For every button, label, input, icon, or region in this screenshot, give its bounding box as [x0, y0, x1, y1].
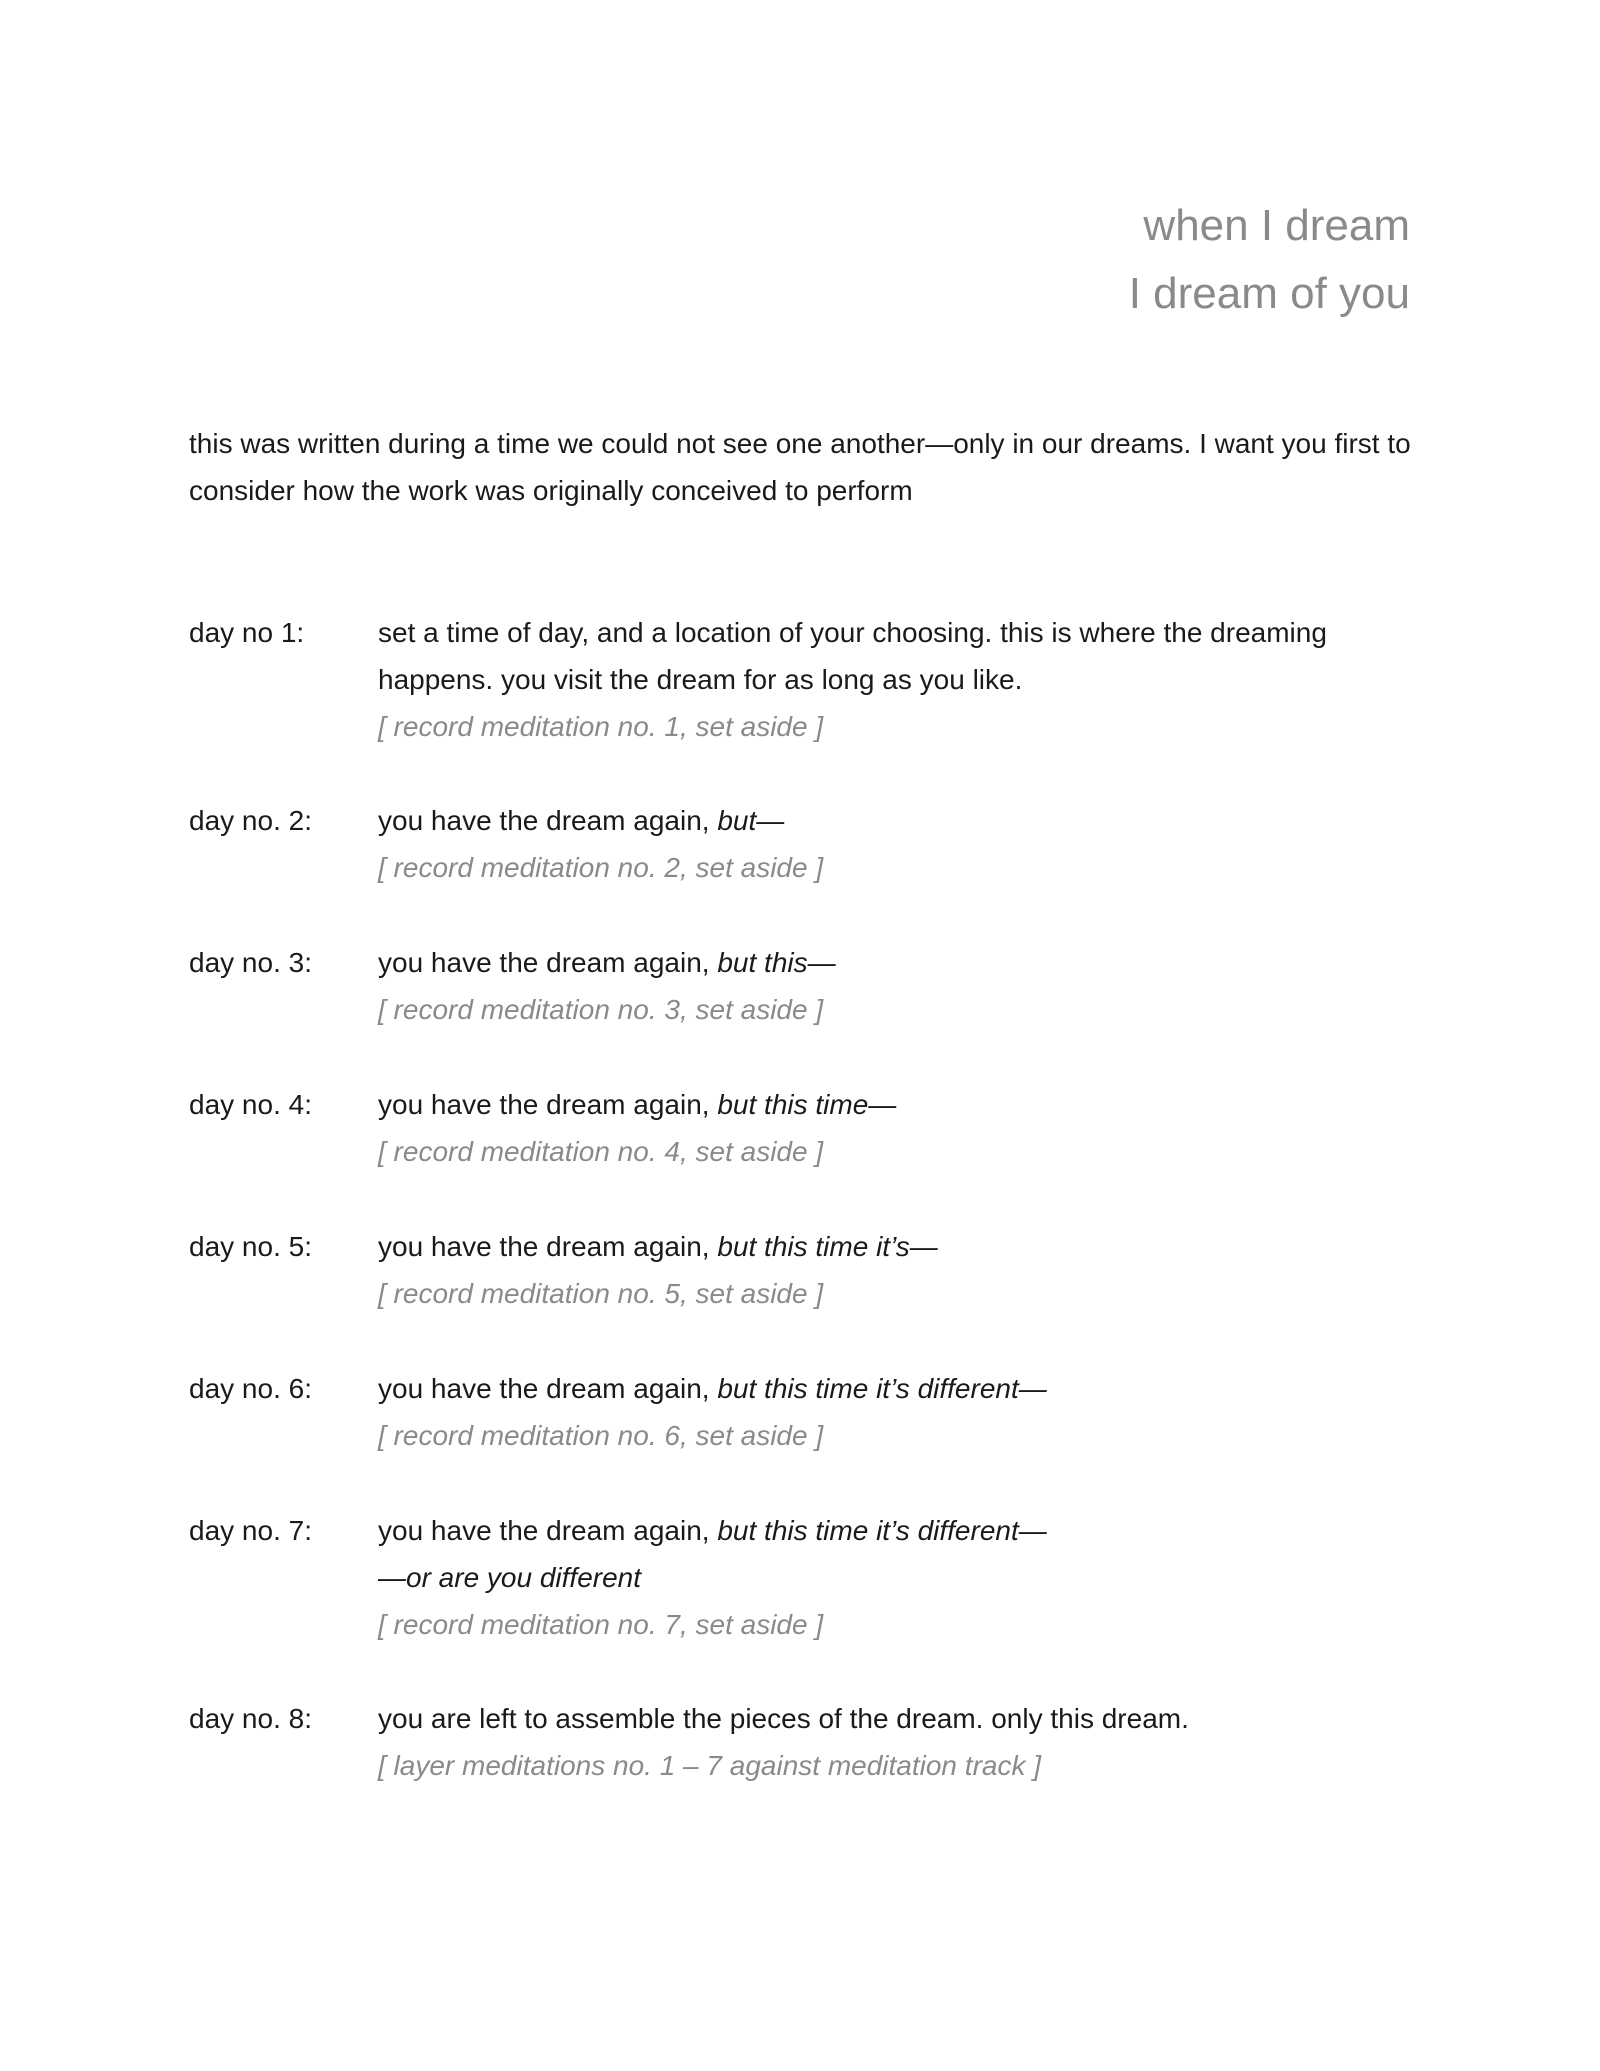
day-label: day no. 2: — [189, 805, 312, 836]
day-text — [378, 1507, 1419, 1554]
day-note: [ record meditation no. 2, set aside ] — [378, 852, 824, 883]
day-text-italic: but this time it’s— — [717, 1231, 938, 1262]
day-text-plain: you have the dream again, — [378, 1373, 718, 1404]
day-text — [378, 939, 1419, 986]
day-entry-1 — [189, 609, 1419, 750]
intro-paragraph: this was written during a time we could not see one another—only in our dreams. I want you first to consider how the work was originally conceived to perform — [189, 428, 1411, 506]
day-label: day no. 8: — [189, 1703, 312, 1734]
day-text — [378, 1223, 1419, 1270]
day-label: day no 1: — [189, 617, 305, 648]
day-body — [378, 939, 1419, 1033]
day-text — [378, 1081, 1419, 1128]
day-note: [ record meditation no. 6, set aside ] — [378, 1420, 824, 1451]
day-label: day no. 5: — [189, 1231, 312, 1262]
day-note: [ record meditation no. 5, set aside ] — [378, 1278, 824, 1309]
day-note: [ record meditation no. 4, set aside ] — [378, 1136, 824, 1167]
day-body — [378, 1507, 1419, 1648]
day-note: [ record meditation no. 1, set aside ] — [378, 711, 824, 742]
day-text — [378, 1365, 1419, 1412]
day-entry-6 — [189, 1365, 1419, 1459]
day-text — [378, 797, 1419, 844]
day-entry-5 — [189, 1223, 1419, 1317]
day-text-plain: you have the dream again, — [378, 805, 718, 836]
day-label: day no. 6: — [189, 1373, 312, 1404]
day-label: day no. 7: — [189, 1515, 312, 1546]
day-text-italic: but this— — [717, 947, 836, 978]
day-note: [ layer meditations no. 1 – 7 against meditation track ] — [378, 1750, 1042, 1781]
day-body — [378, 1223, 1419, 1317]
day-note: [ record meditation no. 3, set aside ] — [378, 994, 824, 1025]
day-text: you are left to assemble the pieces of the dream. only this dream. — [378, 1703, 1189, 1734]
day-entry-8 — [189, 1695, 1419, 1789]
day-text-plain: you have the dream again, — [378, 947, 718, 978]
day-text-italic: but— — [717, 805, 785, 836]
day-body — [378, 609, 1419, 750]
day-entry-2 — [189, 797, 1419, 891]
day-label: day no. 4: — [189, 1089, 312, 1120]
day-entry-4 — [189, 1081, 1419, 1175]
day-body — [378, 1695, 1419, 1789]
day-text-plain: you have the dream again, — [378, 1089, 718, 1120]
day-body — [378, 797, 1419, 891]
day-text-italic: but this time— — [717, 1089, 897, 1120]
day-text-plain: you have the dream again, — [378, 1515, 718, 1546]
day-note: [ record meditation no. 7, set aside ] — [378, 1609, 824, 1640]
title-line-2: I dream of you — [1128, 269, 1410, 318]
day-text-plain: you have the dream again, — [378, 1231, 718, 1262]
day-body — [378, 1365, 1419, 1459]
day-text: happens. you visit the dream for as long as you like. — [378, 664, 1023, 695]
day-text: set a time of day, and a location of your choosing. this is where the dreaming — [378, 617, 1327, 648]
day-entry-7 — [189, 1507, 1419, 1648]
day-label: day no. 3: — [189, 947, 312, 978]
day-entry-3 — [189, 939, 1419, 1033]
day-body — [378, 1081, 1419, 1175]
page-title — [1129, 192, 1410, 328]
day-list — [189, 609, 1419, 1789]
day-text-italic: but this time it’s different— — [717, 1515, 1047, 1546]
day-text-italic-line: —or are you different — [378, 1562, 642, 1593]
day-text-italic: but this time it’s different— — [717, 1373, 1047, 1404]
title-line-1: when I dream — [1143, 201, 1410, 250]
